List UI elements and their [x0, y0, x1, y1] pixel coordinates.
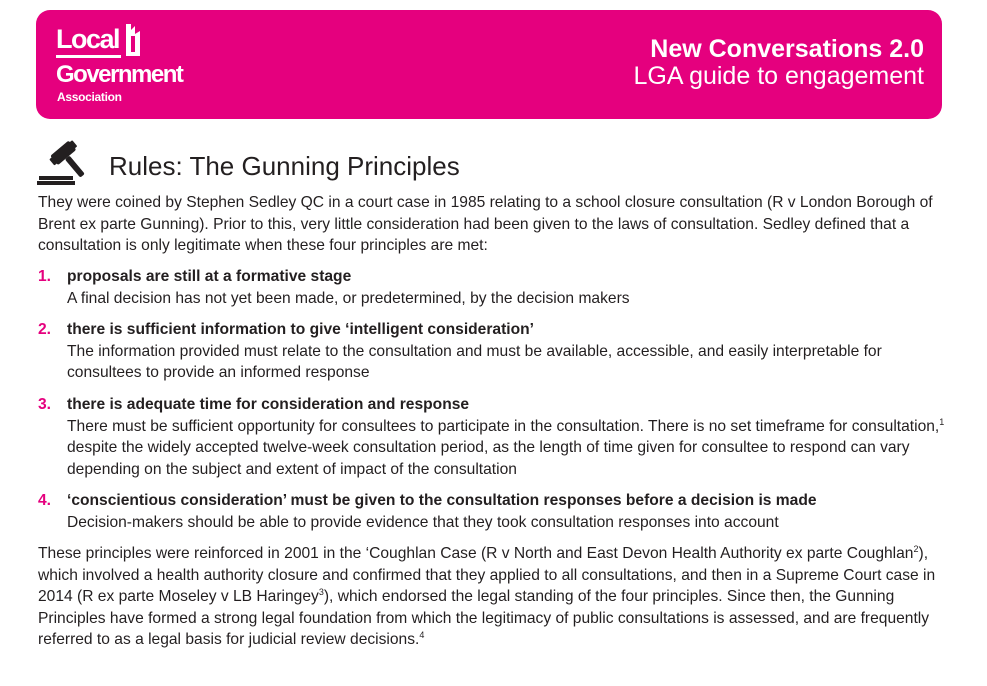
principle-number: 1.	[38, 268, 52, 285]
description-text: despite the widely accepted twelve-week consultation period, as the length of time given for consultee to respond can vary depending on the subject and extent of impact of the consultation	[67, 439, 910, 478]
gavel-icon	[37, 140, 101, 186]
closing-paragraph	[38, 543, 958, 651]
principle-description: A final decision has not yet been made, or predetermined, by the decision makers	[67, 289, 630, 307]
principle-description	[67, 416, 958, 481]
principle-title: proposals are still at a formative stage	[67, 268, 352, 285]
document-subtitle: LGA guide to engagement	[633, 62, 924, 90]
section-title: Rules: The Gunning Principles	[109, 151, 460, 181]
logo-text-government: Government	[56, 61, 183, 88]
principle-number: 4.	[38, 492, 52, 509]
principle-description: The information provided must relate to the consultation and must be available, accessible, and easily interpretable for consultees to provide an informed response	[67, 342, 882, 382]
closing-text: These principles were reinforced in 2001 in the ‘Coughlan Case (R v North and East Devon Health Authority ex parte Coughlan	[38, 545, 914, 562]
intro-paragraph: They were coined by Stephen Sedley QC in a court case in 1985 relating to a school closure consultation (R v London Borough of Brent ex parte Gunning). Prior to this, very little consideration had been given to the laws of consultation. Sedley defined that a consultation is only legitimate when these four principles are met:	[38, 194, 933, 255]
closing-text: ), which endorsed the legal standing of the four principles. Since then, the Gunning Principles have formed a strong legal foundation from which the legitimacy of public consultations is assessed, and are frequently referred to as a legal basis for judicial review decisions.	[38, 588, 930, 649]
logo-text-association: Association	[57, 90, 122, 104]
footnote-ref[interactable]: 3	[318, 587, 324, 597]
footnote-ref[interactable]: 2	[913, 543, 919, 554]
principle-title: there is sufficient information to give ‘intelligent consideration’	[67, 321, 534, 338]
principle-item	[38, 490, 958, 533]
principle-title: there is adequate time for consideration and response	[67, 396, 470, 413]
description-text: There must be sufficient opportunity for consultees to participate in the consultation. There is no set timeframe for consultation,	[67, 417, 940, 435]
logo-text-local: Local	[56, 24, 121, 58]
closing-text: ), which involved a health authority closure and confirmed that they applied to all consultations, and then in a Supreme Court case in 2014 (R ex parte Moseley v LB Haringey	[38, 545, 936, 606]
principle-description: Decision-makers should be able to provide evidence that they took consultation responses into account	[67, 513, 779, 531]
document-title	[633, 36, 924, 90]
header-banner	[36, 10, 942, 119]
document-title-main: New Conversations 2.0	[650, 35, 924, 63]
principle-item	[38, 394, 958, 480]
lga-logo[interactable]	[56, 22, 216, 104]
logo-mark-icon	[122, 22, 144, 58]
footnote-ref[interactable]: 1	[939, 416, 945, 427]
principle-number: 3.	[38, 396, 52, 413]
principle-item	[38, 319, 958, 384]
principle-item	[38, 266, 958, 309]
principle-number: 2.	[38, 321, 52, 338]
principle-title: ‘conscientious consideration’ must be given to the consultation responses before a decision is made	[67, 492, 817, 509]
footnote-ref[interactable]: 4	[419, 630, 425, 641]
